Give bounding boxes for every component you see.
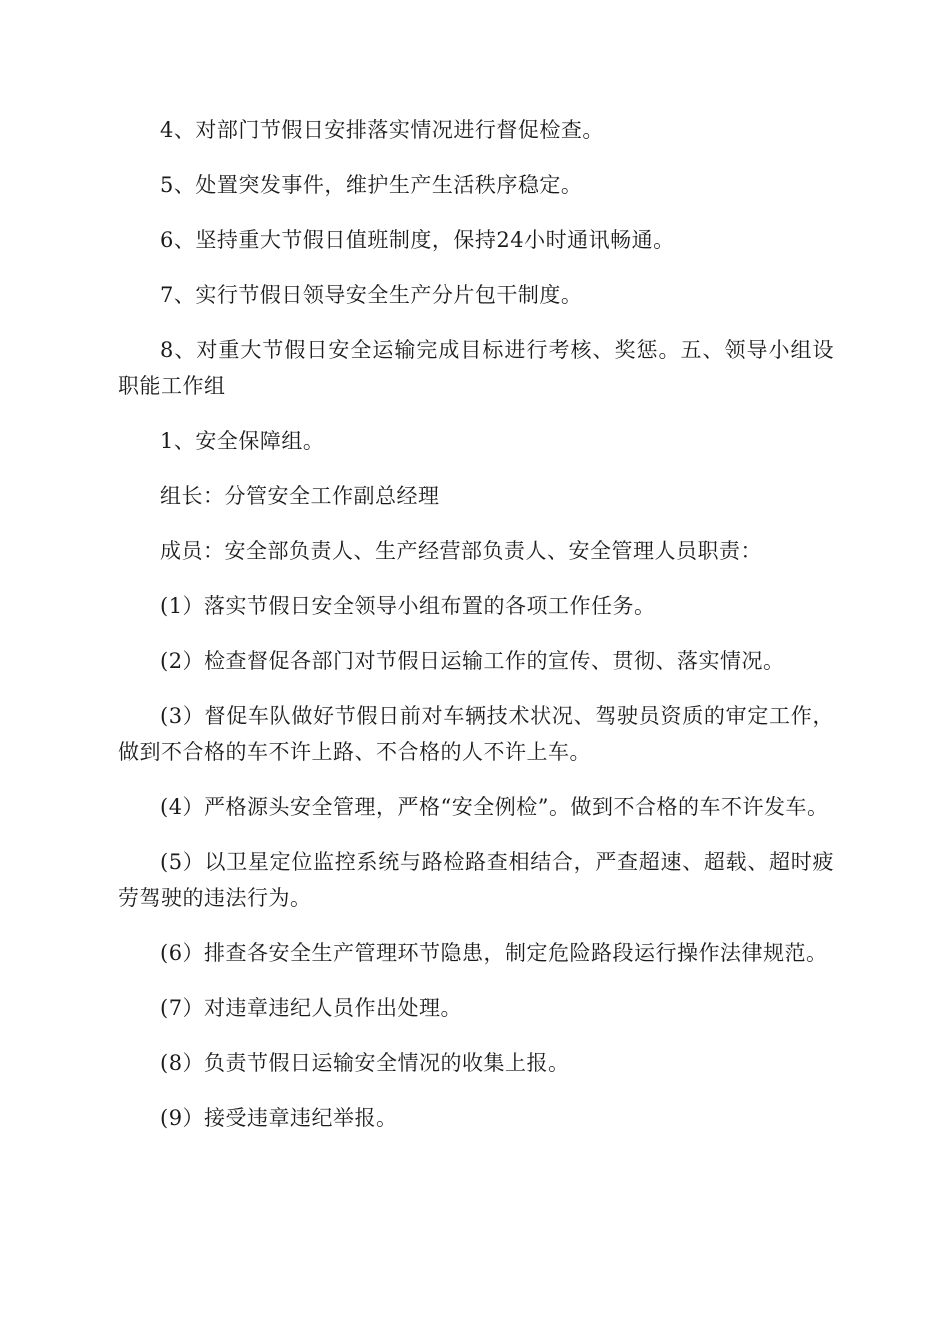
paragraph: (6）排查各安全生产管理环节隐患，制定危险路段运行操作法律规范。 bbox=[160, 941, 828, 965]
paragraph: (4）严格源头安全管理，严格“安全例检”。做到不合格的车不许发车。 bbox=[160, 795, 829, 819]
paragraph: (8）负责节假日运输安全情况的收集上报。 bbox=[160, 1051, 570, 1075]
paragraph: 5、处置突发事件，维护生产生活秩序稳定。 bbox=[160, 173, 583, 197]
document-body bbox=[118, 112, 834, 1155]
paragraph: (7）对违章违纪人员作出处理。 bbox=[160, 996, 463, 1020]
paragraph: 8、对重大节假日安全运输完成目标进行考核、奖惩。五、领导小组设职能工作组 bbox=[118, 338, 834, 398]
paragraph: 组长：分管安全工作副总经理 bbox=[160, 484, 440, 508]
paragraph: 成员：安全部负责人、生产经营部负责人、安全管理人员职责： bbox=[160, 539, 762, 563]
paragraph: (5）以卫星定位监控系统与路检路查相结合，严查超速、超载、超时疲劳驾驶的违法行为。 bbox=[118, 850, 834, 910]
paragraph: 4、对部门节假日安排落实情况进行督促检查。 bbox=[160, 118, 604, 142]
paragraph: 6、坚持重大节假日值班制度，保持24小时通讯畅通。 bbox=[160, 228, 675, 252]
paragraph: (9）接受违章违纪举报。 bbox=[160, 1106, 398, 1130]
paragraph: (1）落实节假日安全领导小组布置的各项工作任务。 bbox=[160, 594, 656, 618]
paragraph: 1、安全保障组。 bbox=[160, 429, 325, 453]
paragraph: (2）检查督促各部门对节假日运输工作的宣传、贯彻、落实情况。 bbox=[160, 649, 785, 673]
paragraph: (3）督促车队做好节假日前对车辆技术状况、驾驶员资质的审定工作，做到不合格的车不许上路、不合格的人不许上车。 bbox=[118, 704, 834, 764]
paragraph: 7、实行节假日领导安全生产分片包干制度。 bbox=[160, 283, 583, 307]
